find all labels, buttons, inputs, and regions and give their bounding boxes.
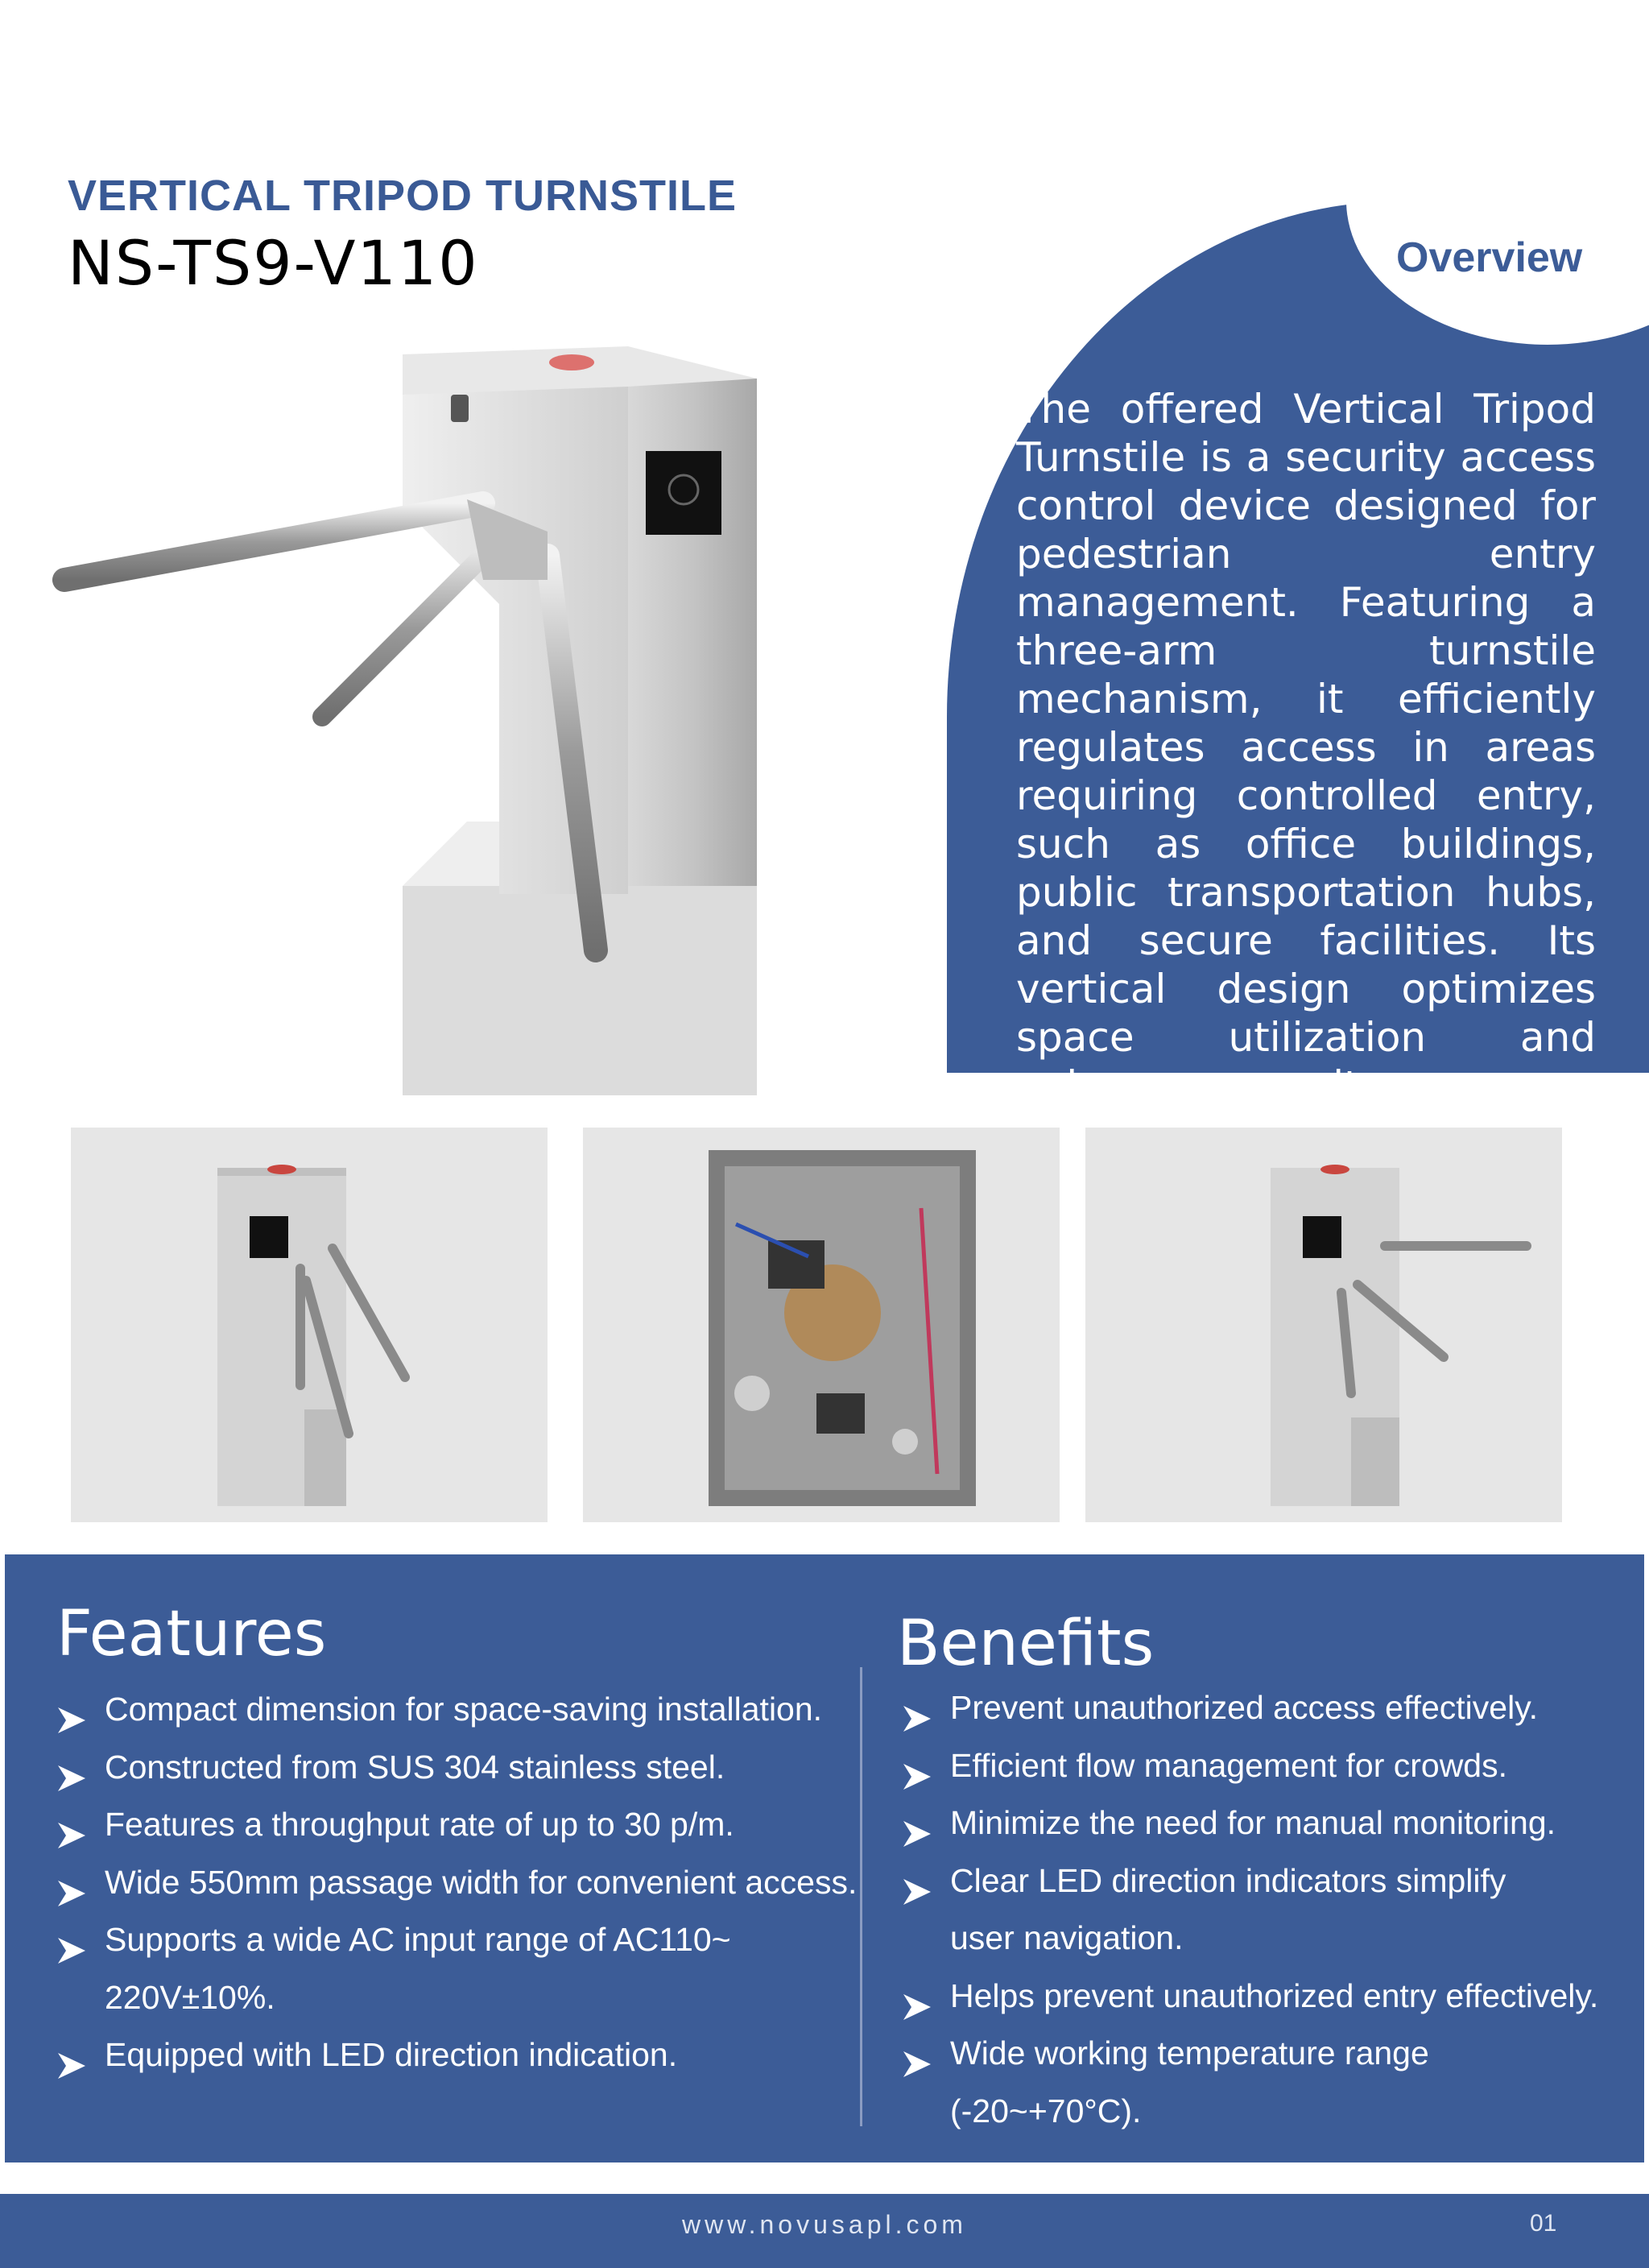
features-item-text: Equipped with LED direction indication. xyxy=(105,2036,678,2073)
list-item xyxy=(902,1679,1626,1737)
features-title: Features xyxy=(56,1598,327,1670)
list-item xyxy=(56,2026,870,2084)
features-item-text: Compact dimension for space-saving installation. xyxy=(105,1691,823,1728)
benefits-item-text: Clear LED direction indicators simplify user navigation. xyxy=(950,1861,1506,1956)
list-item xyxy=(902,1852,1578,1968)
arrow-bullet-icon xyxy=(902,2039,932,2068)
benefits-item-text: Efficient flow management for crowds. xyxy=(950,1746,1507,1784)
overview-text: The offered Vertical Tripod Turnstile is a security access control device designed for pedestrian entry management. Featuring a three-arm turnstile mechanism, it efficiently regulates access in areas requiring controlled entry, such as office buildings, public transportation hubs, and secure facilities. Its vertical design optimizes space utilization and enhances security. xyxy=(1016,386,1596,1109)
arrow-bullet-icon xyxy=(902,1982,932,2011)
arrow-bullet-icon xyxy=(56,1926,87,1955)
arrow-bullet-icon xyxy=(56,1753,87,1782)
arrow-bullet-icon xyxy=(902,1752,932,1781)
list-item xyxy=(56,1796,870,1854)
benefits-title: Benefits xyxy=(897,1608,1155,1680)
features-item-text: Wide 550mm passage width for convenient access. xyxy=(105,1863,858,1901)
list-item xyxy=(902,1968,1626,2026)
features-item-text: Constructed from SUS 304 stainless steel. xyxy=(105,1748,725,1786)
benefits-item-text: Minimize the need for manual monitoring. xyxy=(950,1804,1556,1841)
product-model: NS-TS9-V110 xyxy=(68,227,479,299)
list-item xyxy=(56,1854,870,1912)
list-item xyxy=(902,2025,1626,2140)
page-number: 01 xyxy=(1530,2210,1557,2237)
arrow-bullet-icon xyxy=(902,1694,932,1723)
thumbnail-mechanism xyxy=(583,1128,1060,1522)
overview-title: Overview xyxy=(1396,234,1583,281)
list-item xyxy=(56,1739,870,1797)
arrow-bullet-icon xyxy=(902,1809,932,1838)
benefits-item-text: Helps prevent unauthorized entry effectively. xyxy=(950,1976,1599,2014)
list-item xyxy=(56,1681,870,1739)
thumbnail-front-view xyxy=(71,1128,548,1522)
arrow-bullet-icon xyxy=(56,1695,87,1724)
list-item xyxy=(902,1794,1626,1852)
main-product-image xyxy=(48,338,789,1111)
benefits-item-text: Wide working temperature range (-20~+70°C). xyxy=(950,2034,1429,2129)
list-item xyxy=(902,1737,1626,1795)
arrow-bullet-icon xyxy=(56,1811,87,1840)
features-list xyxy=(56,1681,870,2084)
thumbnail-side-view xyxy=(1085,1128,1562,1522)
arrow-bullet-icon xyxy=(56,1869,87,1898)
arrow-bullet-icon xyxy=(902,1867,932,1896)
features-item-text: Supports a wide AC input range of AC110~ 220V±10%. xyxy=(105,1921,731,2016)
arrow-bullet-icon xyxy=(56,2041,87,2070)
product-category: VERTICAL TRIPOD TURNSTILE xyxy=(68,172,738,220)
list-item xyxy=(56,1911,781,2026)
footer-website-link[interactable]: www.novusapl.com xyxy=(682,2210,967,2239)
benefits-item-text: Prevent unauthorized access effectively. xyxy=(950,1689,1539,1726)
benefits-list xyxy=(902,1679,1626,2140)
column-divider xyxy=(860,1667,862,2126)
features-item-text: Features a throughput rate of up to 30 p/m. xyxy=(105,1806,734,1843)
